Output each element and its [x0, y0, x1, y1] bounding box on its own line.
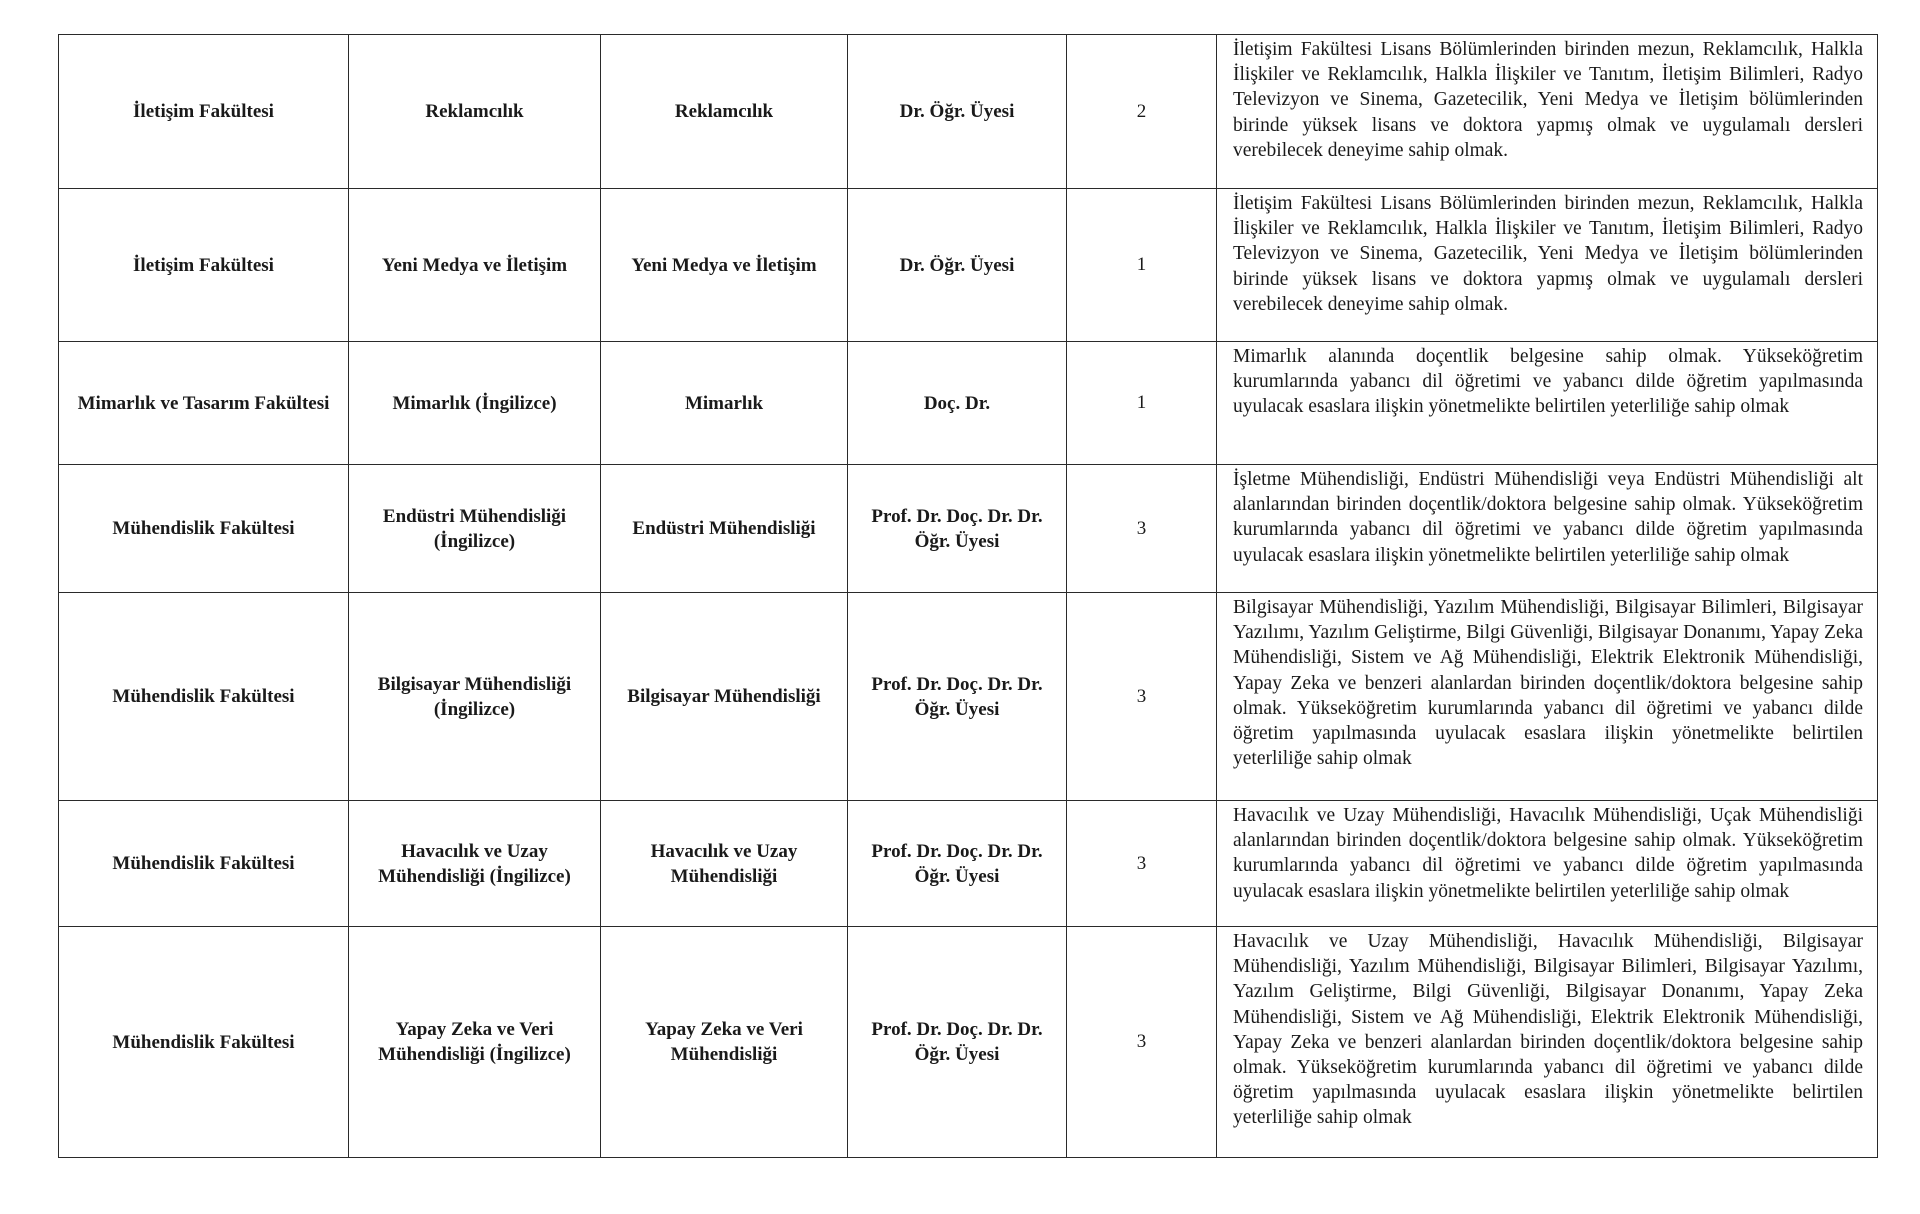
requirements-cell: Havacılık ve Uzay Mühendisliği, Havacılık Mühendisliği, Bilgisayar Mühendisliği, Yazılım Mühendisliği, Bilgisayar Bilimleri, Bilgisayar Yazılımı, Yazılım Geliştirme, Bilgi Güvenliği, Bilgisayar Donanımı, Yapay Zeka Mühendisliği, Sistem ve Ağ Mühendisliği, Elektrik Elektronik Mühendisliği, Yapay Zeka ve benzeri alanlardan birinden doçentlik/doktora belgesine sahip olmak. Yükseköğretim kurumlarında yabancı dil öğretimi ve yabancı dilde öğretim yapılmasında uyulacak esaslara ilişkin yönetmelikte belirtilen yeterliliğe sahip olmak: [1217, 927, 1878, 1158]
department-cell: Havacılık ve Uzay Mühendisliği (İngilizce): [349, 801, 601, 927]
table-row: [59, 342, 1878, 465]
department-cell: Reklamcılık: [349, 35, 601, 189]
count-cell: 3: [1067, 801, 1217, 927]
table-row: [59, 35, 1878, 189]
requirements-cell: Bilgisayar Mühendisliği, Yazılım Mühendisliği, Bilgisayar Bilimleri, Bilgisayar Yazılımı, Yazılım Geliştirme, Bilgi Güvenliği, Bilgisayar Donanımı, Yapay Zeka Mühendisliği, Sistem ve Ağ Mühendisliği, Elektrik Elektronik Mühendisliği, Yapay Zeka ve benzeri alanlardan birinden doçentlik/doktora belgesine sahip olmak. Yükseköğretim kurumlarında yabancı dil öğretimi ve yabancı dilde öğretim yapılmasında uyulacak esaslara ilişkin yönetmelikte belirtilen yeterliliğe sahip olmak: [1217, 593, 1878, 801]
table-row: [59, 593, 1878, 801]
faculty-cell: İletişim Fakültesi: [59, 189, 349, 342]
title-cell: Prof. Dr. Doç. Dr. Dr. Öğr. Üyesi: [848, 927, 1067, 1158]
count-cell: 2: [1067, 35, 1217, 189]
field-cell: Endüstri Mühendisliği: [601, 465, 848, 593]
positions-table: [58, 34, 1878, 1158]
title-cell: Prof. Dr. Doç. Dr. Dr. Öğr. Üyesi: [848, 465, 1067, 593]
department-cell: Yapay Zeka ve Veri Mühendisliği (İngilizce): [349, 927, 601, 1158]
count-cell: 3: [1067, 593, 1217, 801]
title-cell: Dr. Öğr. Üyesi: [848, 35, 1067, 189]
field-cell: Bilgisayar Mühendisliği: [601, 593, 848, 801]
title-cell: Doç. Dr.: [848, 342, 1067, 465]
faculty-cell: Mühendislik Fakültesi: [59, 801, 349, 927]
faculty-cell: Mühendislik Fakültesi: [59, 593, 349, 801]
requirements-cell: İşletme Mühendisliği, Endüstri Mühendisliği veya Endüstri Mühendisliği alt alanlarından birinden doçentlik/doktora belgesine sahip olmak. Yükseköğretim kurumlarında yabancı dil öğretimi ve yabancı dilde öğretim yapılmasında uyulacak esaslara ilişkin yönetmelikte belirtilen yeterliliğe sahip olmak: [1217, 465, 1878, 593]
faculty-cell: İletişim Fakültesi: [59, 35, 349, 189]
department-cell: Mimarlık (İngilizce): [349, 342, 601, 465]
count-cell: 1: [1067, 189, 1217, 342]
title-cell: Prof. Dr. Doç. Dr. Dr. Öğr. Üyesi: [848, 593, 1067, 801]
department-cell: Bilgisayar Mühendisliği (İngilizce): [349, 593, 601, 801]
requirements-cell: Mimarlık alanında doçentlik belgesine sahip olmak. Yükseköğretim kurumlarında yabancı dil öğretimi ve yabancı dilde öğretim yapılmasında uyulacak esaslara ilişkin yönetmelikte belirtilen yeterliliğe sahip olmak: [1217, 342, 1878, 465]
count-cell: 3: [1067, 927, 1217, 1158]
table-row: [59, 801, 1878, 927]
department-cell: Endüstri Mühendisliği (İngilizce): [349, 465, 601, 593]
table-row: [59, 189, 1878, 342]
faculty-cell: Mühendislik Fakültesi: [59, 927, 349, 1158]
count-cell: 3: [1067, 465, 1217, 593]
field-cell: Havacılık ve Uzay Mühendisliği: [601, 801, 848, 927]
field-cell: Mimarlık: [601, 342, 848, 465]
department-cell: Yeni Medya ve İletişim: [349, 189, 601, 342]
requirements-cell: Havacılık ve Uzay Mühendisliği, Havacılık Mühendisliği, Uçak Mühendisliği alanlarından birinden doçentlik/doktora belgesine sahip olmak. Yükseköğretim kurumlarında yabancı dil öğretimi ve yabancı dilde öğretim yapılmasında uyulacak esaslara ilişkin yönetmelikte belirtilen yeterliliğe sahip olmak: [1217, 801, 1878, 927]
title-cell: Prof. Dr. Doç. Dr. Dr. Öğr. Üyesi: [848, 801, 1067, 927]
faculty-cell: Mimarlık ve Tasarım Fakültesi: [59, 342, 349, 465]
requirements-cell: İletişim Fakültesi Lisans Bölümlerinden birinden mezun, Reklamcılık, Halkla İlişkiler ve Reklamcılık, Halkla İlişkiler ve Tanıtım, İletişim Bilimleri, Radyo Televizyon ve Sinema, Gazetecilik, Yeni Medya ve İletişim bölümlerinden birinde yüksek lisans ve doktora yapmış olmak ve uygulamalı dersleri verebilecek deneyime sahip olmak.: [1217, 35, 1878, 189]
table-row: [59, 927, 1878, 1158]
count-cell: 1: [1067, 342, 1217, 465]
field-cell: Reklamcılık: [601, 35, 848, 189]
faculty-cell: Mühendislik Fakültesi: [59, 465, 349, 593]
requirements-cell: İletişim Fakültesi Lisans Bölümlerinden birinden mezun, Reklamcılık, Halkla İlişkiler ve Reklamcılık, Halkla İlişkiler ve Tanıtım, İletişim Bilimleri, Radyo Televizyon ve Sinema, Gazetecilik, Yeni Medya ve İletişim bölümlerinden birinde yüksek lisans ve doktora yapmış olmak ve uygulamalı dersleri verebilecek deneyime sahip olmak.: [1217, 189, 1878, 342]
title-cell: Dr. Öğr. Üyesi: [848, 189, 1067, 342]
field-cell: Yeni Medya ve İletişim: [601, 189, 848, 342]
table-row: [59, 465, 1878, 593]
field-cell: Yapay Zeka ve Veri Mühendisliği: [601, 927, 848, 1158]
